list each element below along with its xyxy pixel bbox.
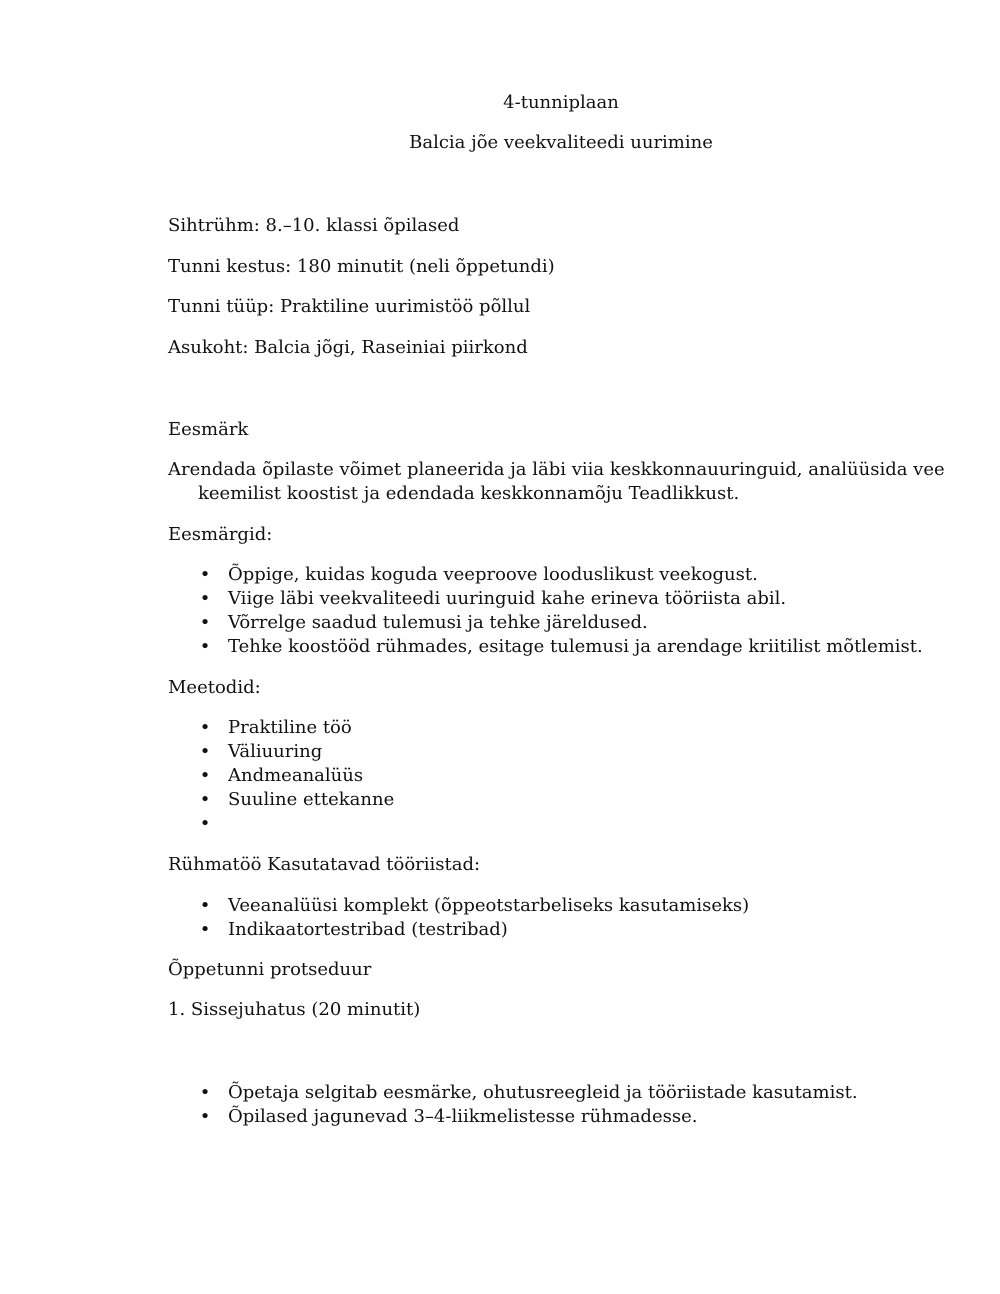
bullet-icon: • [199,636,211,657]
bullet-icon: • [199,717,211,738]
list-item [168,563,923,587]
method-text: Suuline ettekanne [228,789,395,810]
bullet-icon: • [199,765,211,786]
procedure-step-1-list [168,1081,858,1129]
list-item [168,635,923,659]
bullet-icon: • [199,895,211,916]
bullet-icon: • [199,612,211,633]
tools-heading: Rühmatöö Kasutatavad tööriistad: [168,854,481,875]
bullet-icon: • [199,1082,211,1103]
objective-text: Õppige, kuidas koguda veeproove looduslikust veekogust. [228,564,758,585]
goal-text: Arendada õpilaste võimet planeerida ja läbi viia keskkonnauuringuid, analüüsida vee keemilist koostist ja edendada keskkonnamõju Teadlikkust. [168,459,945,504]
tool-text: Indikaatortestribad (testribad) [228,919,508,940]
methods-list [168,716,394,836]
bullet-icon: • [199,813,211,834]
bullet-icon: • [199,741,211,762]
list-item [168,812,394,836]
procedure-text: Õpilased jagunevad 3–4-liikmelistesse rühmadesse. [228,1106,698,1127]
lesson-location: Asukoht: Balcia jõgi, Raseiniai piirkond [168,337,528,358]
list-item [168,918,749,942]
lesson-type: Tunni tüüp: Praktiline uurimistöö põllul [168,296,531,317]
plan-subtitle: Balcia jõe veekvaliteedi uurimine [409,132,713,153]
objectives-heading: Eesmärgid: [168,524,273,545]
list-item [168,1105,858,1129]
bullet-icon: • [199,789,211,810]
list-item [168,764,394,788]
objective-text: Viige läbi veekvaliteedi uuringuid kahe erineva tööriista abil. [228,588,787,609]
list-item [168,740,394,764]
procedure-heading: Õppetunni protseduur [168,959,372,980]
bullet-icon: • [199,588,211,609]
procedure-step-1: 1. Sissejuhatus (20 minutit) [168,999,421,1020]
objective-text: Võrrelge saadud tulemusi ja tehke järeldused. [228,612,648,633]
bullet-icon: • [199,564,211,585]
method-text: Praktiline töö [228,717,352,738]
bullet-icon: • [199,919,211,940]
list-item [168,611,923,635]
procedure-text: Õpetaja selgitab eesmärke, ohutusreegleid ja tööriistade kasutamist. [228,1082,858,1103]
tools-list [168,894,749,942]
list-item [168,1081,858,1105]
bullet-icon: • [199,1106,211,1127]
target-group: Sihtrühm: 8.–10. klassi õpilased [168,215,460,236]
list-item [168,716,394,740]
methods-heading: Meetodid: [168,677,261,698]
method-text: Väliuuring [228,741,323,762]
objective-text: Tehke koostööd rühmades, esitage tulemusi ja arendage kriitilist mõtlemist. [228,636,923,657]
list-item [168,788,394,812]
method-text: Andmeanalüüs [228,765,364,786]
objectives-list [168,563,923,659]
list-item [168,587,923,611]
tool-text: Veeanalüüsi komplekt (õppeotstarbeliseks kasutamiseks) [228,895,750,916]
lesson-duration: Tunni kestus: 180 minutit (neli õppetundi) [168,256,555,277]
plan-title: 4-tunniplaan [503,92,619,113]
list-item [168,894,749,918]
goal-heading: Eesmärk [168,419,249,440]
